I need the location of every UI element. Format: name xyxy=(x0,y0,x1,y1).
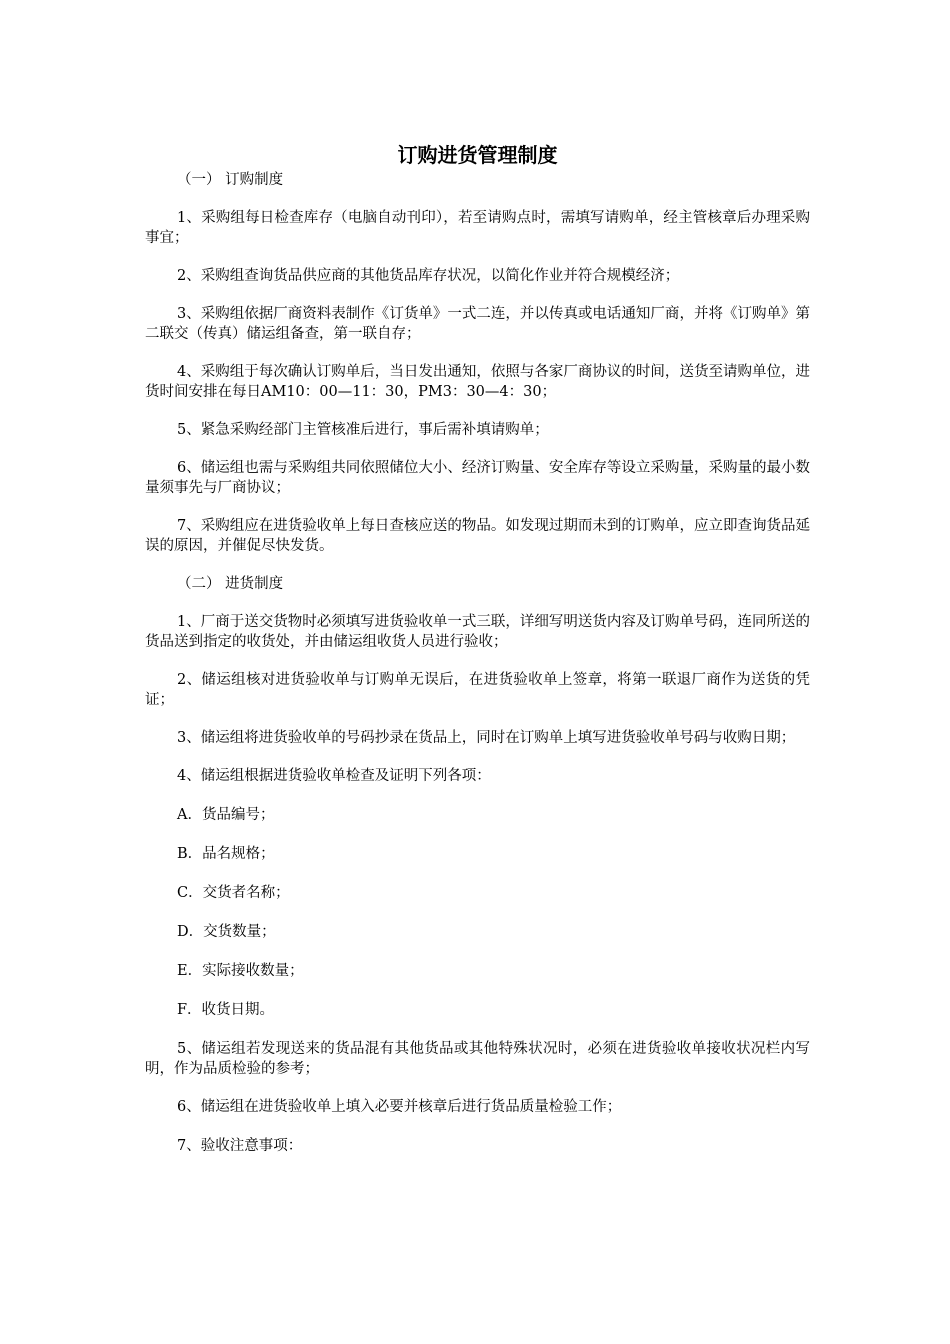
paragraph: 2、采购组查询货品供应商的其他货品库存状况，以简化作业并符合规模经济； xyxy=(177,268,680,284)
paragraph: 5、紧急采购经部门主管核准后进行，事后需补填请购单； xyxy=(177,422,549,438)
paragraph: 1、厂商于送交货物时必须填写进货验收单一式三联，详细写明送货内容及订购单号码，连同所送的货品送到指定的收货处，并由储运组收货人员进行验收； xyxy=(145,614,810,650)
list-item: A．货品编号； xyxy=(177,807,275,823)
list-item: E．实际接收数量； xyxy=(177,963,304,979)
paragraph: 4、采购组于每次确认订购单后，当日发出通知，依照与各家厂商协议的时间，送货至请购单位，进货时间安排在每日AM10：00—11：30，PM3：30—4：30； xyxy=(145,364,810,400)
paragraph: 2、储运组核对进货验收单与订购单无误后，在进货验收单上签章，将第一联退厂商作为送货的凭证； xyxy=(145,672,810,708)
list-item: C．交货者名称； xyxy=(177,885,290,901)
paragraph: 7、验收注意事项： xyxy=(177,1138,303,1154)
document-title: 订购进货管理制度 xyxy=(397,143,558,167)
paragraph: 7、采购组应在进货验收单上每日查核应送的物品。如发现过期而未到的订购单，应立即查询货品延误的原因，并催促尽快发货。 xyxy=(145,518,810,554)
paragraph: 6、储运组在进货验收单上填入必要并核章后进行货品质量检验工作； xyxy=(177,1099,622,1115)
paragraph: 4、储运组根据进货验收单检查及证明下列各项： xyxy=(177,768,491,784)
paragraph: 1、采购组每日检查库存（电脑自动刊印），若至请购点时，需填写请购单，经主管核章后办理采购事宜； xyxy=(145,210,810,246)
document-page xyxy=(145,140,810,1156)
list-item: F．收货日期。 xyxy=(177,1002,275,1018)
paragraph: 6、储运组也需与采购组共同依照储位大小、经济订购量、安全库存等设立采购量，采购量的最小数量须事先与厂商协议； xyxy=(145,460,810,496)
paragraph: 3、采购组依据厂商资料表制作《订货单》一式二连，并以传真或电话通知厂商，并将《订购单》第二联交（传真）储运组备查，第一联自存； xyxy=(145,306,810,342)
list-item: B．品名规格； xyxy=(177,846,275,862)
paragraph: 3、储运组将进货验收单的号码抄录在货品上，同时在订购单上填写进货验收单号码与收购日期； xyxy=(177,730,796,746)
section-heading-ordering: （一） 订购制度 xyxy=(177,172,284,188)
paragraph: 5、储运组若发现送来的货品混有其他货品或其他特殊状况时，必须在进货验收单接收状况栏内写明，作为品质检验的参考； xyxy=(145,1041,810,1077)
list-item: D．交货数量； xyxy=(177,924,276,940)
section-heading-receiving: （二） 进货制度 xyxy=(177,576,284,592)
